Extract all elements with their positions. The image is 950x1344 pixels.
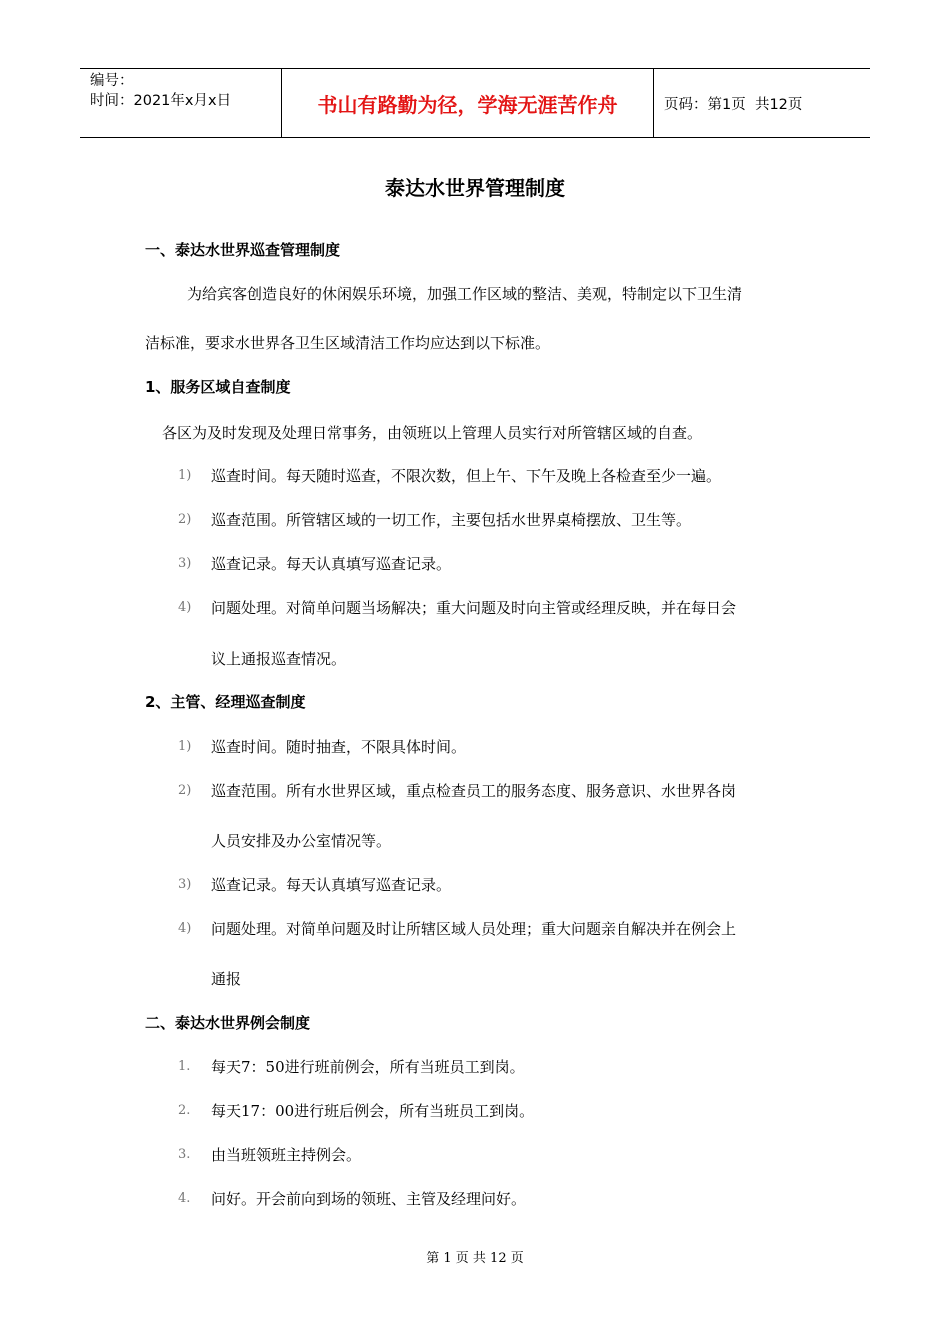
section2-item1-text: 每天7：50进行班前例会，所有当班员工到岗。 (211, 1058, 525, 1076)
page-info-text: 页码：第1页 共12页 (664, 96, 803, 113)
sub2-heading: 2、主管、经理巡查制度 (145, 693, 306, 711)
document-title: 泰达水世界管理制度 (385, 176, 565, 200)
page-number: 第 1 页 共 12 页 (426, 1251, 524, 1266)
sub2-item2-marker: 2) (178, 783, 192, 798)
sub2-item1-text: 巡查时间。随时抽查，不限具体时间。 (211, 738, 467, 756)
section2-item1-marker: 1. (178, 1059, 191, 1074)
sub1-item3-text: 巡查记录。每天认真填写巡查记录。 (211, 555, 452, 573)
section1-intro-line1: 为给宾客创造良好的休闲娱乐环境，加强工作区域的整洁、美观，特制定以下卫生清 (187, 285, 743, 303)
sub2-item3-text: 巡查记录。每天认真填写巡查记录。 (211, 876, 452, 894)
page-header (80, 68, 870, 138)
sub1-lead: 各区为及时发现及处理日常事务，由领班以上管理人员实行对所管辖区域的自查。 (162, 424, 703, 442)
sub1-item4-marker: 4) (178, 600, 192, 615)
sub2-item2-text: 巡查范围。所有水世界区域，重点检查员工的服务态度、服务意识、水世界各岗 (211, 782, 737, 800)
section1-intro-line2: 洁标准，要求水世界各卫生区域清洁工作均应达到以下标准。 (145, 334, 551, 352)
sub1-item2-marker: 2) (178, 512, 192, 527)
sub2-item2-text-cont: 人员安排及办公室情况等。 (211, 832, 392, 850)
number-label: 编号： (90, 73, 134, 89)
header-page-info (654, 69, 870, 137)
section2-item2-marker: 2. (178, 1103, 191, 1118)
sub1-item4-text: 问题处理。对简单问题当场解决；重大问题及时向主管或经理反映，并在每日会 (211, 599, 737, 617)
sub2-item1-marker: 1) (178, 739, 192, 754)
section2-item3-marker: 3. (178, 1147, 191, 1162)
page-footer (0, 1247, 950, 1266)
section2-heading: 二、泰达水世界例会制度 (145, 1014, 311, 1032)
sub1-item2-text: 巡查范围。所管辖区域的一切工作，主要包括水世界桌椅摆放、卫生等。 (211, 511, 692, 529)
section1-heading: 一、泰达水世界巡查管理制度 (145, 241, 341, 259)
section2-item4-text: 问好。开会前向到场的领班、主管及经理问好。 (211, 1190, 527, 1208)
sub2-item3-marker: 3) (178, 877, 192, 892)
section2-item2-text: 每天17：00进行班后例会，所有当班员工到岗。 (211, 1102, 535, 1120)
sub1-item3-marker: 3) (178, 556, 192, 571)
sub1-item1-text: 巡查时间。每天随时巡查，不限次数，但上午、下午及晚上各检查至少一遍。 (211, 467, 722, 485)
time-label: 时间：2021年x月x日 (90, 93, 232, 109)
sub1-heading: 1、服务区域自查制度 (145, 378, 291, 396)
sub1-item1-marker: 1) (178, 468, 192, 483)
sub2-item4-text-cont: 通报 (211, 970, 242, 988)
sub2-item4-marker: 4) (178, 921, 192, 936)
section2-item4-marker: 4. (178, 1191, 191, 1206)
section2-item3-text: 由当班领班主持例会。 (211, 1146, 362, 1164)
header-motto: 书山有路勤为径，学海无涯苦作舟 (281, 69, 654, 137)
sub2-item4-text: 问题处理。对简单问题及时让所辖区域人员处理；重大问题亲自解决并在例会上 (211, 920, 737, 938)
sub1-item4-text-cont: 议上通报巡查情况。 (211, 650, 347, 668)
header-meta (80, 69, 281, 137)
